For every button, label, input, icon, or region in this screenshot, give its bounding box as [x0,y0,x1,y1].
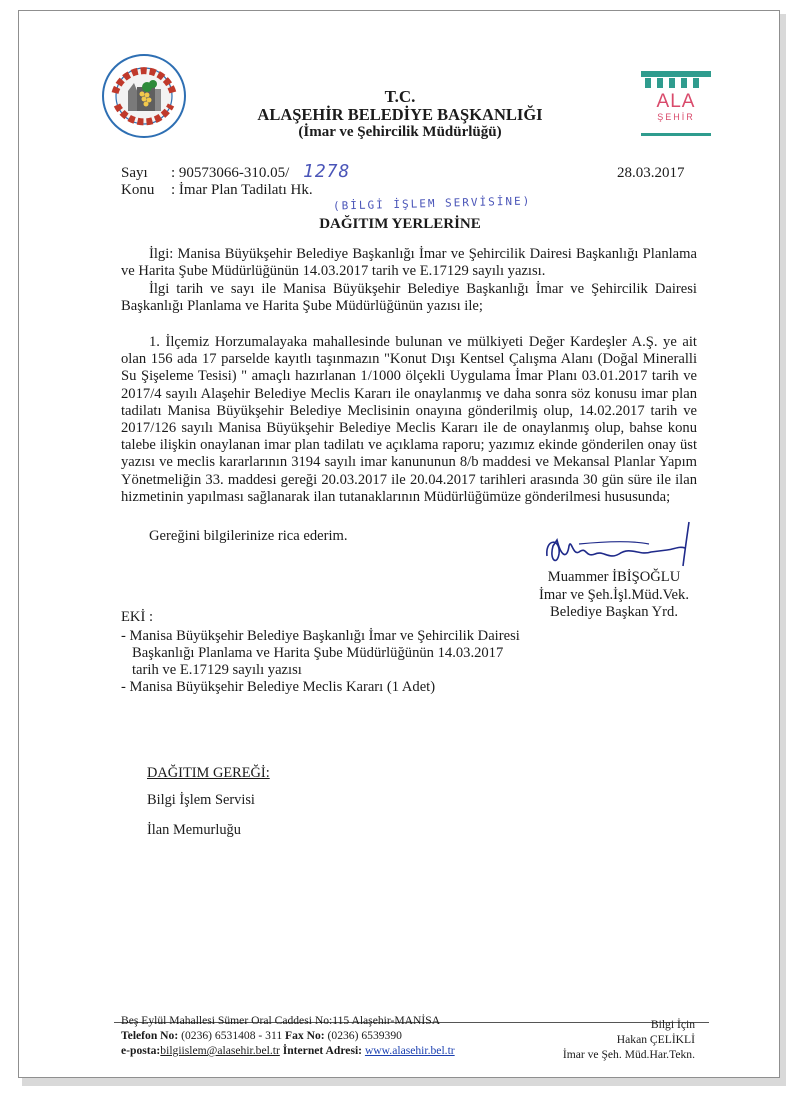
web-label: İnternet Adresi: [279,1044,365,1057]
distribution-label: DAĞITIM GEREĞİ: [147,765,270,781]
sayi-label: Sayı [121,165,148,181]
website-link[interactable]: www.alasehir.bel.tr [364,1044,455,1057]
signatory-name: Muammer İBİŞOĞLU [547,569,681,585]
email-label: e-posta: [121,1044,161,1057]
signature-scribble-icon [539,516,709,572]
phone-label: Telefon No: [121,1029,179,1042]
attachments-section [121,609,521,696]
konu-label: Konu [121,182,155,198]
konu-value: : İmar Plan Tadilatı Hk. [171,182,313,198]
contact-title: İmar ve Şeh. Müd.Har.Tekn. [562,1047,695,1061]
info-label: Bilgi İçin [650,1018,695,1031]
header-line-municipality: ALAŞEHİR BELEDİYE BAŞKANLIĞI [257,105,543,124]
closing-sentence: Gereğini bilgilerinize rica ederim. [149,528,348,544]
handwritten-note: (BİLGİ İŞLEM SERVİSİNE) [332,194,532,213]
fax-label: Fax No: [285,1029,325,1042]
signatory-role: Belediye Başkan Yrd. [550,604,678,621]
sayi-value: : 90573066-310.05/ [171,165,290,181]
footer-contact-person [519,1018,695,1062]
fax-value: (0236) 6539390 [324,1029,402,1042]
ilgi-intro: İlgi tarih ve sayı ile Manisa Büyükşehir Belediye Başkanlığı İmar ve Şehircilik Dairesi Başkanlığı Planlama ve Harita Şube Müdürlüğünün yazısı ile; [121,281,697,315]
phone-value: (0236) 6531408 - 311 [178,1029,286,1042]
footer-online [121,1044,455,1059]
contact-name: Hakan ÇELİKLİ [616,1032,695,1046]
attachment-item: - Manisa Büyükşehir Belediye Başkanlığı İmar ve Şehircilik Dairesi Başkanlığı Planlama ve Harita Şube Müdürlüğünün 14.03.2017 tarih ve E.17129 sayılı yazısı [121,628,520,678]
main-paragraph: 1. İlçemiz Horzumalayaka mahallesinde bulunan ve mülkiyeti Değer Kardeşler A.Ş. ye ait olan 156 ada 17 parselde kayıtlı taşınmazın "Konut Dışı Kentsel Çalışma Alanı (Doğal Mineralli Su Şişeleme Tesisi) " amaçlı hazırlanan 1/1000 ölçekli Uygulama İmar Planı 03.01.2017 tarih ve 2017/4 sayılı Alaşehir Belediye Meclis Kararı ile onaylanmış ve daha sonra söz konusu imar plan tadilatı Manisa Büyükşehir Belediye Meclisinin onayına gönderilmiş olup, 14.02.2017 tarih ve 2017/126 sayılı Manisa Büyükşehir Belediye Meclis Kararı ile de onaylanmış olup, bahse konu talebe ilişkin onaylanan imar plan tadilatı ve açıklama raporu; yazımız ekinde gönderilen onay üst yazısı ve meclis kararlarının 3194 sayılı imar kanununun 8/b maddesi ve Mekansal Planlar Yapım Yönetmeliğin 33. maddesi gereği 20.03.2017 ile 20.04.2017 tarihleri arasında 30 gün süre ile ilan hizmetinin yapılması sağlanarak ilan tutanaklarının Müdürlüğümüze gönderilmesi hususunda; [121,334,697,505]
header-line-country: T.C. [384,87,416,106]
signature-block [534,569,694,622]
brand-logo-text-bottom: ŞEHİR [657,112,695,122]
distribution-item: Bilgi İşlem Servisi [147,792,255,808]
document-page [18,10,780,1078]
sayi-handwritten-number: 1278 [303,161,351,182]
attachments-label: EKİ : [121,609,154,625]
footer-contact [121,1029,402,1044]
signatory-title: İmar ve Şeh.İşl.Müd.Vek. [539,586,689,603]
footer-address: Beş Eylül Mahallesi Sümer Oral Caddesi No:115 Alaşehir-MANİSA [121,1014,441,1027]
document-heading: DAĞITIM YERLERİNE [319,216,481,232]
distribution-item: İlan Memurluğu [147,822,241,838]
ilgi-reference: İlgi: Manisa Büyükşehir Belediye Başkanlığı İmar ve Şehircilik Dairesi Başkanlığı Planlama ve Harita Şube Müdürlüğünün 14.03.2017 tarih ve E.17129 sayılı yazısı. [121,246,697,280]
brand-logo-text-top: ALA [656,91,696,112]
email-link[interactable]: bilgiislem@alasehir.bel.tr [160,1044,280,1057]
header-line-department: (İmar ve Şehircilik Müdürlüğü) [298,124,502,140]
document-date: 28.03.2017 [617,165,685,181]
attachment-item: - Manisa Büyükşehir Belediye Meclis Kararı (1 Adet) [121,679,436,695]
